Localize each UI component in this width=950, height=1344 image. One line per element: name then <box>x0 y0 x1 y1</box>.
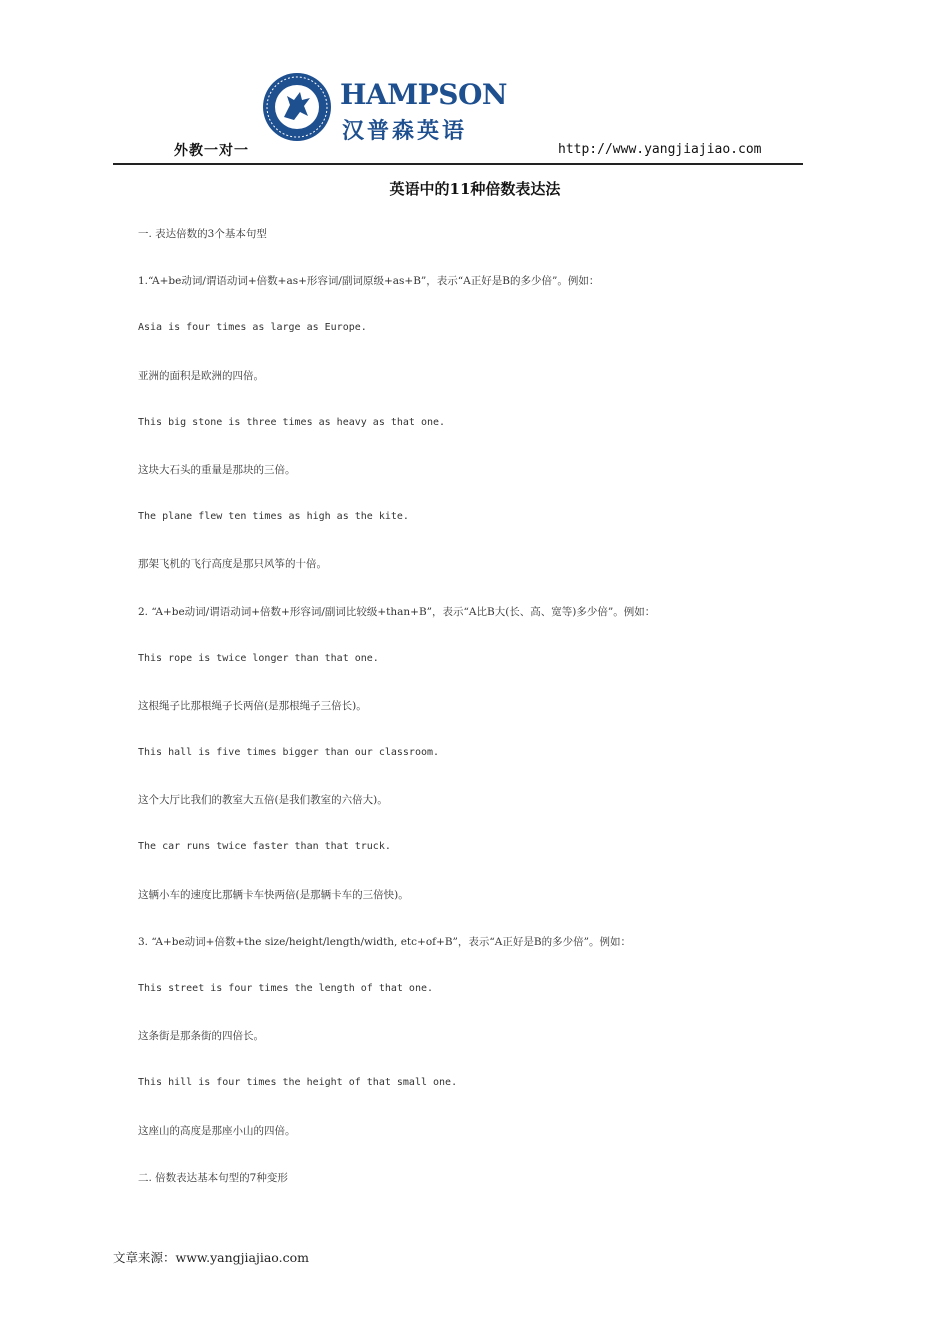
hampson-logo <box>262 72 507 152</box>
pegasus-seal-icon <box>262 72 332 142</box>
paragraph: This rope is twice longer than that one. <box>138 652 379 664</box>
paragraph: This big stone is three times as heavy as that one. <box>138 416 446 428</box>
paragraph: This hill is four times the height of that small one. <box>138 1077 458 1089</box>
paragraph: 1.“A+be动词/谓语动词+倍数+as+形容词/副词原级+as+B”，表示“A正好是B的多少倍”。例如： <box>138 275 600 288</box>
paragraph: 这个大厅比我们的教室大五倍(是我们教室的六倍大)。 <box>138 794 388 807</box>
footer-source: 文章来源：www.yangjiajiao.com <box>113 1250 309 1265</box>
paragraph: This street is four times the length of that one. <box>138 983 434 994</box>
paragraph: 二. 倍数表达基本句型的7种变形 <box>138 1171 288 1184</box>
paragraph: This hall is five times bigger than our classroom. <box>138 747 440 759</box>
paragraph: 这座山的高度是那座小山的四倍。 <box>138 1124 296 1137</box>
page-title: 英语中的11种倍数表达法 <box>389 180 561 198</box>
header-url-link[interactable]: http://www.yangjiajiao.com <box>558 142 762 157</box>
paragraph: 3. “A+be动词+倍数+the size/height/length/width, etc+of+B”，表示“A正好是B的多少倍”。例如： <box>138 935 631 948</box>
paragraph: 这根绳子比那根绳子长两倍(是那根绳子三倍长)。 <box>138 699 367 712</box>
paragraph: 这辆小车的速度比那辆卡车快两倍(是那辆卡车的三倍快)。 <box>138 888 409 901</box>
paragraph: 这块大石头的重量是那块的三倍。 <box>138 463 296 476</box>
paragraph: The plane flew ten times as high as the kite. <box>138 511 409 523</box>
header-divider <box>113 163 803 165</box>
paragraph: 2. “A+be动词/谓语动词+倍数+形容词/副词比较级+than+B”，表示“A比B大(长、高、宽等)多少倍”。例如： <box>138 605 656 618</box>
logo-wordmark-en: HAMPSON <box>340 78 507 111</box>
paragraph: Asia is four times as large as Europe. <box>138 322 367 334</box>
header-tagline: 外教一对一 <box>174 143 249 159</box>
paragraph: 亚洲的面积是欧洲的四倍。 <box>138 369 264 382</box>
document-body <box>138 222 858 1213</box>
paragraph: The car runs twice faster than that truck. <box>138 841 391 853</box>
paragraph: 这条街是那条街的四倍长。 <box>138 1030 264 1043</box>
paragraph: 那架飞机的飞行高度是那只风筝的十倍。 <box>138 558 327 571</box>
paragraph: 一. 表达倍数的3个基本句型 <box>138 228 267 240</box>
logo-wordmark-cn: 汉普森英语 <box>342 119 468 144</box>
